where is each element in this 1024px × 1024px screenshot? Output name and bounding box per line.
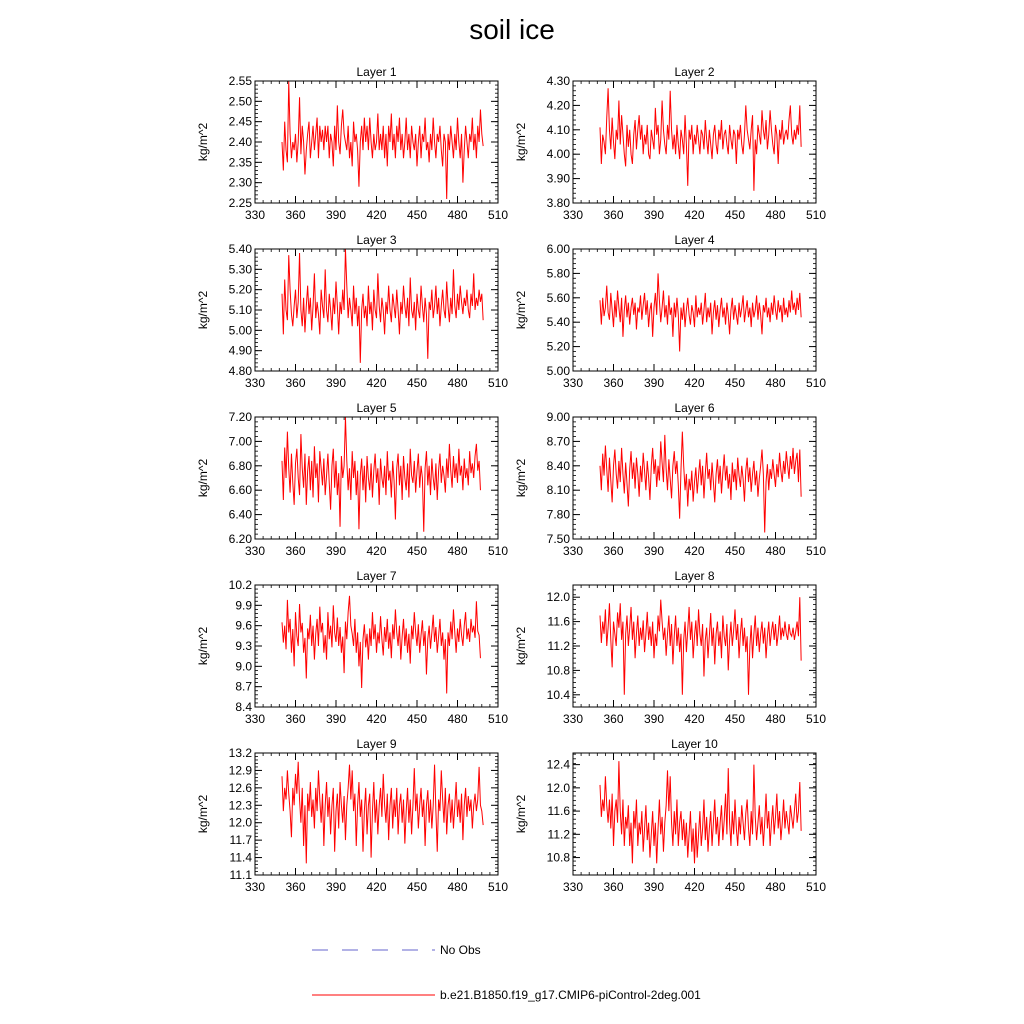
- x-tick-label: 390: [643, 880, 665, 894]
- y-tick-label: 9.0: [235, 659, 252, 674]
- x-tick-label: 360: [285, 880, 306, 894]
- x-tick-label: 510: [805, 376, 827, 390]
- x-tick-label: 480: [447, 544, 468, 558]
- x-tick-label: 450: [724, 376, 746, 390]
- x-tick-label: 510: [487, 208, 509, 222]
- series-line: [600, 761, 801, 863]
- y-tick-label: 5.10: [228, 303, 252, 317]
- y-tick-label: 2.35: [228, 155, 252, 170]
- y-tick-label: 4.00: [546, 147, 570, 162]
- y-axis-label: kg/m^2: [514, 290, 528, 330]
- panel-title: Layer 9: [356, 737, 397, 751]
- series-line: [600, 597, 801, 695]
- y-tick-label: 6.40: [228, 507, 252, 522]
- x-tick-label: 480: [765, 712, 786, 726]
- series-line: [282, 81, 483, 199]
- panel-title: Layer 3: [356, 233, 397, 247]
- x-tick-label: 360: [603, 376, 624, 390]
- plot-frame: [255, 753, 498, 875]
- x-tick-label: 330: [562, 544, 584, 558]
- x-tick-label: 330: [562, 376, 584, 390]
- series-line: [600, 273, 801, 351]
- y-tick-label: 5.30: [228, 262, 252, 277]
- y-tick-label: 9.3: [235, 639, 252, 653]
- y-tick-label: 7.00: [228, 434, 252, 449]
- panel-title: Layer 1: [356, 65, 397, 79]
- y-tick-label: 11.6: [547, 614, 570, 629]
- y-tick-label: 11.2: [547, 827, 570, 842]
- y-tick-label: 2.55: [228, 74, 252, 88]
- x-tick-label: 330: [562, 712, 584, 726]
- y-tick-label: 11.6: [547, 804, 570, 819]
- x-tick-label: 390: [325, 208, 347, 222]
- series-line: [282, 762, 483, 864]
- y-tick-label: 5.20: [228, 282, 252, 297]
- x-tick-label: 420: [366, 544, 387, 558]
- y-axis-label: kg/m^2: [196, 794, 210, 834]
- x-tick-label: 330: [562, 880, 584, 894]
- x-tick-label: 450: [724, 880, 746, 894]
- y-tick-label: 9.6: [235, 618, 252, 633]
- y-tick-label: 7.20: [228, 410, 252, 424]
- legend-label-no-obs: No Obs: [440, 943, 481, 957]
- y-tick-label: 12.0: [546, 780, 570, 795]
- y-tick-label: 5.60: [546, 290, 570, 305]
- y-tick-label: 6.00: [546, 242, 570, 256]
- y-tick-label: 12.9: [228, 763, 252, 778]
- y-tick-label: 10.8: [546, 663, 570, 678]
- x-tick-label: 390: [643, 712, 665, 726]
- x-tick-label: 360: [603, 208, 624, 222]
- y-tick-label: 4.90: [228, 343, 252, 358]
- panel-layer-3: [196, 233, 508, 390]
- x-tick-label: 330: [244, 376, 266, 390]
- x-tick-label: 420: [366, 208, 387, 222]
- y-tick-label: 11.4: [229, 850, 252, 865]
- x-tick-label: 420: [684, 712, 705, 726]
- panel-title: Layer 7: [356, 569, 397, 583]
- x-tick-label: 420: [684, 208, 705, 222]
- panel-title: Layer 5: [356, 401, 397, 415]
- x-tick-label: 360: [285, 376, 306, 390]
- y-tick-label: 2.45: [228, 114, 252, 129]
- x-tick-label: 360: [285, 712, 306, 726]
- panel-layer-5: [196, 401, 508, 558]
- panel-layer-9: [196, 737, 508, 894]
- x-tick-label: 510: [805, 712, 827, 726]
- y-tick-label: 5.00: [228, 323, 252, 338]
- y-tick-label: 9.9: [235, 598, 252, 613]
- x-tick-label: 510: [487, 712, 509, 726]
- y-tick-label: 11.7: [229, 833, 252, 848]
- x-tick-label: 330: [244, 880, 266, 894]
- panel-layer-1: [196, 65, 508, 222]
- y-tick-label: 2.50: [228, 94, 252, 109]
- x-tick-label: 510: [805, 880, 827, 894]
- y-tick-label: 2.30: [228, 175, 252, 190]
- y-tick-label: 11.1: [229, 868, 252, 882]
- y-tick-label: 10.8: [546, 850, 570, 865]
- x-tick-label: 330: [244, 712, 266, 726]
- y-tick-label: 10.4: [546, 687, 570, 702]
- y-tick-label: 4.10: [546, 122, 570, 137]
- y-tick-label: 10.2: [228, 578, 252, 592]
- x-tick-label: 420: [366, 880, 387, 894]
- x-tick-label: 420: [366, 712, 387, 726]
- x-tick-label: 450: [406, 712, 428, 726]
- panel-layer-6: [514, 401, 826, 558]
- y-tick-label: 3.90: [546, 171, 570, 186]
- y-tick-label: 7.50: [546, 532, 570, 546]
- series-line: [600, 88, 801, 190]
- x-tick-label: 390: [643, 208, 665, 222]
- x-tick-label: 360: [285, 544, 306, 558]
- y-tick-label: 6.20: [228, 532, 252, 546]
- y-tick-label: 12.4: [546, 757, 570, 772]
- x-tick-label: 510: [805, 208, 827, 222]
- y-tick-label: 8.70: [546, 434, 570, 449]
- x-tick-label: 480: [447, 208, 468, 222]
- x-tick-label: 450: [724, 544, 746, 558]
- panel-title: Layer 10: [671, 737, 718, 751]
- x-tick-label: 330: [244, 208, 266, 222]
- x-tick-label: 510: [805, 544, 827, 558]
- series-line: [282, 249, 483, 363]
- chart-title: soil ice: [469, 14, 555, 45]
- x-tick-label: 390: [325, 712, 347, 726]
- x-tick-label: 480: [447, 712, 468, 726]
- x-tick-label: 510: [487, 544, 509, 558]
- x-tick-label: 450: [406, 544, 428, 558]
- y-axis-label: kg/m^2: [196, 626, 210, 666]
- x-tick-label: 420: [684, 544, 705, 558]
- y-axis-label: kg/m^2: [514, 626, 528, 666]
- y-tick-label: 8.4: [235, 700, 252, 714]
- legend: [312, 943, 701, 1002]
- x-tick-label: 480: [765, 880, 786, 894]
- y-tick-label: 5.00: [546, 364, 570, 378]
- x-tick-label: 480: [765, 208, 786, 222]
- y-axis-label: kg/m^2: [514, 458, 528, 498]
- x-tick-label: 480: [447, 880, 468, 894]
- y-tick-label: 2.25: [228, 196, 252, 210]
- y-tick-label: 11.2: [547, 639, 570, 653]
- y-tick-label: 5.20: [546, 339, 570, 354]
- panel-layer-2: [514, 65, 826, 222]
- x-tick-label: 420: [684, 880, 705, 894]
- panel-layer-4: [514, 233, 826, 390]
- y-tick-label: 13.2: [228, 746, 252, 760]
- y-tick-label: 8.40: [546, 458, 570, 473]
- panel-title: Layer 6: [674, 401, 715, 415]
- y-axis-label: kg/m^2: [196, 290, 210, 330]
- y-axis-label: kg/m^2: [196, 458, 210, 498]
- y-tick-label: 7.80: [546, 507, 570, 522]
- x-tick-label: 390: [643, 376, 665, 390]
- y-axis-label: kg/m^2: [514, 122, 528, 162]
- y-tick-label: 5.40: [228, 242, 252, 256]
- y-tick-label: 3.80: [546, 196, 570, 210]
- legend-label-model: b.e21.B1850.f19_g17.CMIP6-piControl-2deg.001: [440, 988, 701, 1002]
- y-tick-label: 12.6: [228, 780, 252, 795]
- series-line: [600, 432, 801, 533]
- y-tick-label: 12.0: [228, 815, 252, 830]
- y-tick-label: 6.60: [228, 483, 252, 498]
- panel-layer-8: [514, 569, 826, 726]
- x-tick-label: 360: [603, 712, 624, 726]
- panel-layer-7: [196, 569, 508, 726]
- panel-title: Layer 8: [674, 569, 715, 583]
- panel-title: Layer 2: [674, 65, 715, 79]
- x-tick-label: 450: [724, 712, 746, 726]
- panel-title: Layer 4: [674, 233, 715, 247]
- x-tick-label: 390: [325, 376, 347, 390]
- x-tick-label: 390: [325, 880, 347, 894]
- x-tick-label: 450: [724, 208, 746, 222]
- y-tick-label: 4.80: [228, 364, 252, 378]
- x-tick-label: 360: [285, 208, 306, 222]
- x-tick-label: 510: [487, 376, 509, 390]
- y-axis-label: kg/m^2: [514, 794, 528, 834]
- y-axis-label: kg/m^2: [196, 122, 210, 162]
- series-line: [282, 417, 480, 532]
- y-tick-label: 2.40: [228, 135, 252, 149]
- y-tick-label: 4.30: [546, 74, 570, 88]
- series-line: [282, 596, 480, 694]
- x-tick-label: 390: [643, 544, 665, 558]
- x-tick-label: 480: [447, 376, 468, 390]
- x-tick-label: 360: [603, 544, 624, 558]
- y-tick-label: 8.7: [235, 679, 252, 694]
- y-tick-label: 8.10: [546, 483, 570, 498]
- x-tick-label: 480: [765, 544, 786, 558]
- y-tick-label: 9.00: [546, 410, 570, 424]
- x-tick-label: 480: [765, 376, 786, 390]
- y-tick-label: 5.80: [546, 266, 570, 281]
- y-tick-label: 4.20: [546, 98, 570, 113]
- x-tick-label: 510: [487, 880, 509, 894]
- y-tick-label: 12.0: [546, 590, 570, 605]
- panel-layer-10: [514, 737, 826, 894]
- y-tick-label: 5.40: [546, 315, 570, 330]
- x-tick-label: 450: [406, 880, 428, 894]
- y-tick-label: 6.80: [228, 458, 252, 473]
- x-tick-label: 420: [684, 376, 705, 390]
- x-tick-label: 330: [562, 208, 584, 222]
- x-tick-label: 390: [325, 544, 347, 558]
- y-tick-label: 12.3: [228, 798, 252, 813]
- x-tick-label: 360: [603, 880, 624, 894]
- x-tick-label: 450: [406, 376, 428, 390]
- x-tick-label: 420: [366, 376, 387, 390]
- x-tick-label: 450: [406, 208, 428, 222]
- x-tick-label: 330: [244, 544, 266, 558]
